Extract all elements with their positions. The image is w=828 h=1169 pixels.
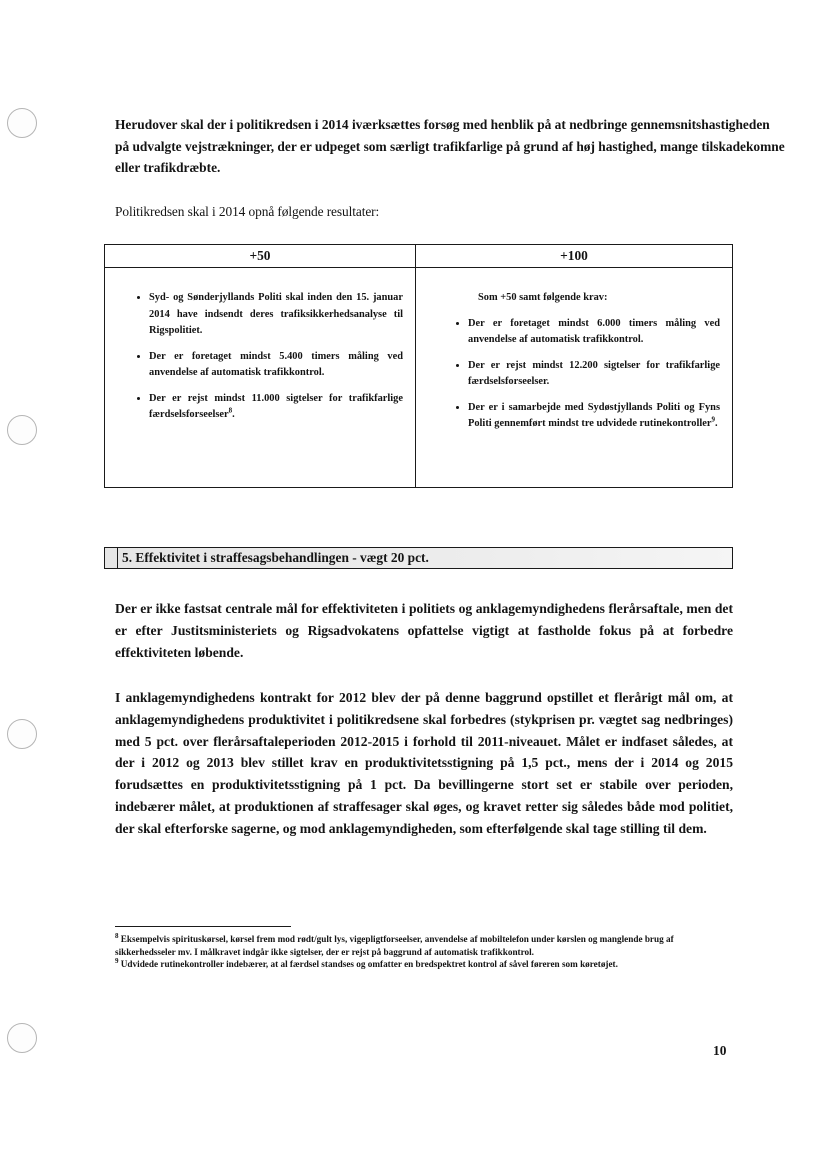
list-item: • Der er foretaget mindst 5.400 timers måling ved anvendelse af automatisk trafikkontrol.: [149, 349, 403, 382]
body-paragraph: Der er ikke fastsat centrale mål for effektiviteten i politiets og anklagemyndighedens flerårsaftale, men det er efter Justitsministeriets og Rigsadvokatens opfattelse vigtigt at fastholde fokus på at forbedre effektiviteten løbende.: [115, 601, 733, 660]
body-paragraph: I anklagemyndighedens kontrakt for 2012 blev der på denne baggrund opstillet et flerårigt mål om, at anklagemyndighedens produktivitet i politikredsene skal forbedres (stykprisen pr. vægtet sag nedbringes) med 5 pct. over flerårsaftaleperioden 2012-2015 i forhold til 2011-niveauet. Målet er indfaset således, at der i 2012 og 2013 blev stillet krav en produktivitetsstigning på 1,5 pct., mens der i 2014 og 2015 forudsættes en produktivitetsstigning på 1 pct. Da bevillingerne stort set er stabile over perioden, indebærer målet, at produktionen af straffesager skal øges, og kravet retter sig således både mod politiet, der skal efterforske sagerne, og mod anklagemyndigheden, som efterfølgende skal tage stilling til dem.: [115, 690, 733, 836]
section-heading: [104, 547, 733, 569]
results-lead-text: Politikredsen skal i 2014 opnå følgende resultater:: [115, 204, 380, 219]
punch-hole: [7, 1023, 37, 1053]
intro-paragraph: Herudover skal der i politikredsen i 2014 iværksættes forsøg med henblik på at nedbringe gennemsnitshastigheden på udvalgte vejstrækninger, der er udpeget som særligt trafikfarlige på grund af høj hastighed, mange tilskadekomne eller trafikdræbte.: [115, 117, 785, 175]
level-100-header: +100: [416, 245, 733, 268]
footnote-divider: [115, 926, 291, 927]
level-50-header: +50: [105, 245, 416, 268]
page-number: 10: [713, 1043, 727, 1058]
list-item: • Der er rejst mindst 12.200 sigtelser for trafikfarlige færdselsforseelser.: [468, 358, 720, 391]
footnote: $^8$ Eksempelvis spirituskørsel, kørsel frem mod rødt/gult lys, vigepligtforseelser, anvendelse af mobiltelefon under kørslen og manglende brug af sikkerhedsseler mv. I målkravet indgår ikke sigtelser, der er rejst på baggrund af automatisk trafikkontrol.: [115, 931, 674, 957]
list-item: • Syd- og Sønderjyllands Politi skal inden den 15. januar 2014 have indsendt deres trafiksikkerhedsanalyse til Rigspolitiet.: [149, 290, 403, 340]
results-table: [104, 244, 733, 488]
footnotes: [115, 933, 730, 971]
punch-hole: [7, 415, 37, 445]
list-item: • Der er i samarbejde med Sydøstjyllands Politi og Fyns Politi gennemført mindst tre udvidede rutinekontroller$^9$.: [468, 400, 720, 433]
list-item: • Der er foretaget mindst 6.000 timers måling ved anvendelse af automatisk trafikkontrol.: [468, 316, 720, 349]
footnote: $^9$ Udvidede rutinekontroller indebærer, at al færdsel standses og omfatter en bredspektret kontrol af såvel føreren som køretøjet.: [115, 957, 618, 970]
footnote-ref: 8: [228, 406, 233, 415]
punch-hole: [7, 719, 37, 749]
level-50-requirements: [105, 268, 416, 488]
level-100-intro: Som +50 samt følgende krav:: [478, 292, 608, 303]
section-heading-text: 5. Effektivitet i straffesagsbehandlingen - vægt 20 pct.: [117, 548, 429, 568]
footnote-ref: 9: [711, 415, 715, 424]
level-100-requirements: [416, 268, 733, 488]
punch-hole: [7, 108, 37, 138]
list-item: • Der er rejst mindst 11.000 sigtelser for trafikfarlige færdselsforseelser$^8$.: [149, 391, 403, 424]
